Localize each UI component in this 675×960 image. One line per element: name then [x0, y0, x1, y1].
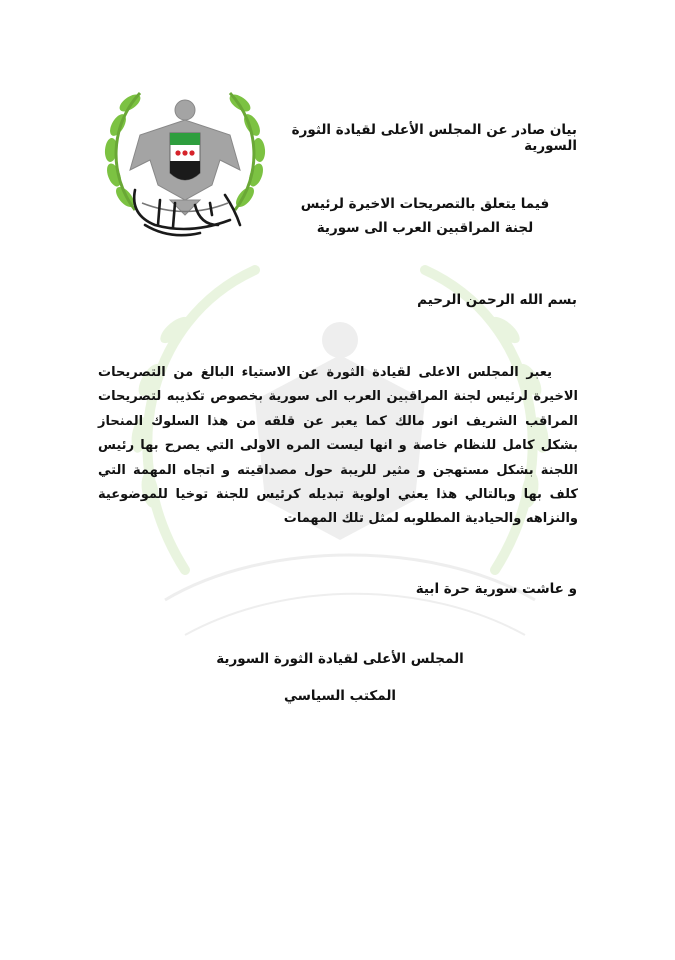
statement-subject: فيما يتعلق بالتصريحات الاخيرة لرئيس لجنة المراقبين العرب الى سورية	[300, 196, 550, 236]
basmala: بسم الله الرحمن الرحيم	[417, 292, 577, 308]
statement-body: يعبر المجلس الاعلى لقيادة الثورة عن الاستياء البالغ من التصريحات الاخيرة لرئيس لجنة المراقبين العرب الى سورية بخصوص تكذيبه لتصريحات المراقب الشريف انور مالك كما يعبر عن قلقه من هذا السلوك المنحاز بشكل كامل للنظام خاصة و انها ليست المره الاولى التي يصرح بها رئيس اللجنة بشكل مستهجن و مثير للريبة حول مصداقيته و اتجاه المهمة التي كلف بها وبالتالي هذا يعني اولوية تبديله كرئيس للجنة توخيا للموضوعية والنزاهه والحيادية المطلوبه لمثل تلك المهمات	[98, 365, 578, 527]
eagle-emblem-icon	[100, 75, 270, 245]
closing-line: و عاشت سورية حرة ابية	[415, 581, 577, 597]
signature-office: المكتب السياسي	[283, 688, 397, 704]
statement-header: بيان صادر عن المجلس الأعلى لقيادة الثورة السورية	[291, 122, 577, 154]
signature-organization: المجلس الأعلى لقيادة الثورة السورية	[216, 651, 464, 667]
